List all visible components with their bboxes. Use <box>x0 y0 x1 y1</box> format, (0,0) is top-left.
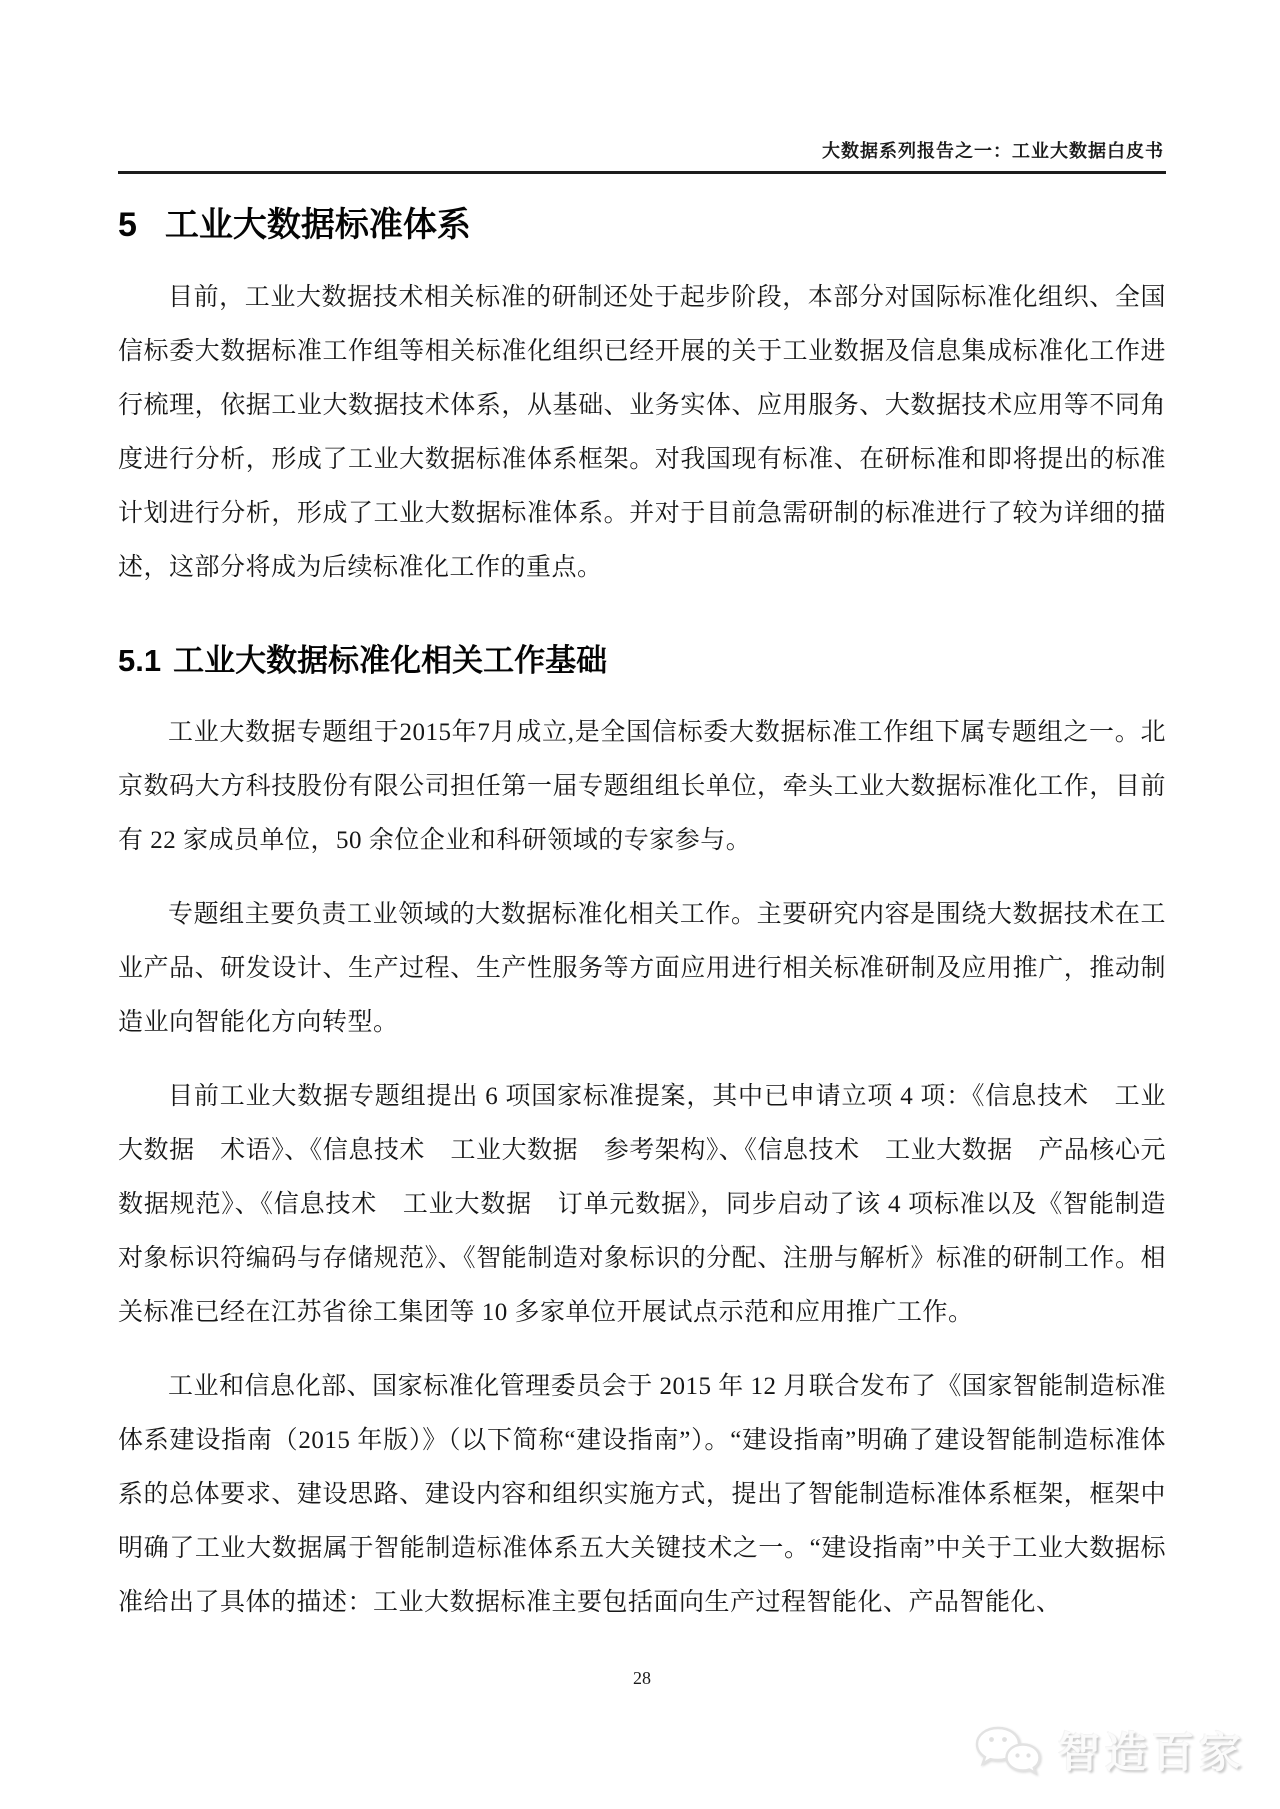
running-header <box>118 140 1166 162</box>
subsection-title: 工业大数据标准化相关工作基础 <box>173 643 608 678</box>
page-number: 28 <box>633 1668 651 1688</box>
section-heading <box>118 204 1166 246</box>
subsection-heading <box>118 641 1166 681</box>
paragraph-topic-group-founding: 工业大数据专题组于2015年7月成立,是全国信标委大数据标准工作组下属专题组之一。北京数码大方科技股份有限公司担任第一届专题组组长单位，牵头工业大数据标准化工作，目前有 22 家成员单位，50 余位企业和科研领域的专家参与。 <box>118 719 1166 854</box>
running-header-text: 大数据系列报告之一：工业大数据白皮书 <box>822 141 1164 161</box>
section-title: 工业大数据标准体系 <box>164 206 471 244</box>
paragraph-standard-proposals: 目前工业大数据专题组提出 6 项国家标准提案，其中已申请立项 4 项：《信息技术 工业大数据 术语》、《信息技术 工业大数据 参考架构》、《信息技术 工业大数据 产品核心元数据规范》、《信息技术 工业大数据 订单元数据》，同步启动了该 4 项标准以及《智能制造对象标识符编码与存储规范》、《智能制造对象标识的分配、注册与解析》标准的研制工作。相关标准已经在江苏省徐工集团等 10 多家单位开展试点示范和应用推广工作。 <box>118 1083 1166 1326</box>
wechat-bubbles-icon <box>972 1723 1046 1777</box>
paragraph-construction-guide: 工业和信息化部、国家标准化管理委员会于 2015 年 12 月联合发布了《国家智能制造标准体系建设指南（2015 年版）》（以下简称“建设指南”）。“建设指南”明确了建设智能制造标准体系的总体要求、建设思路、建设内容和组织实施方式，提出了智能制造标准体系框架，框架中明确了工业大数据属于智能制造标准体系五大关键技术之一。“建设指南”中关于工业大数据标准给出了具体的描述：工业大数据标准主要包括面向生产过程智能化、产品智能化、 <box>118 1373 1166 1616</box>
header-rule <box>118 171 1166 174</box>
subsection-number: 5.1 <box>118 643 162 678</box>
section-number: 5 <box>118 206 137 244</box>
paragraph-topic-group-duties: 专题组主要负责工业领域的大数据标准化相关工作。主要研究内容是围绕大数据技术在工业产品、研发设计、生产过程、生产性服务等方面应用进行相关标准研制及应用推广，推动制造业向智能化方向转型。 <box>118 901 1166 1036</box>
watermark-text: 智造百家 <box>1057 1729 1246 1776</box>
paragraph-section-intro: 目前，工业大数据技术相关标准的研制还处于起步阶段，本部分对国际标准化组织、全国信标委大数据标准工作组等相关标准化组织已经开展的关于工业数据及信息集成标准化工作进行梳理，依据工业大数据技术体系，从基础、业务实体、应用服务、大数据技术应用等不同角度进行分析，形成了工业大数据标准体系框架。对我国现有标准、在研标准和即将提出的标准计划进行分析，形成了工业大数据标准体系。并对于目前急需研制的标准进行了较为详细的描述，这部分将成为后续标准化工作的重点。 <box>118 284 1166 581</box>
watermark <box>972 1720 1246 1780</box>
